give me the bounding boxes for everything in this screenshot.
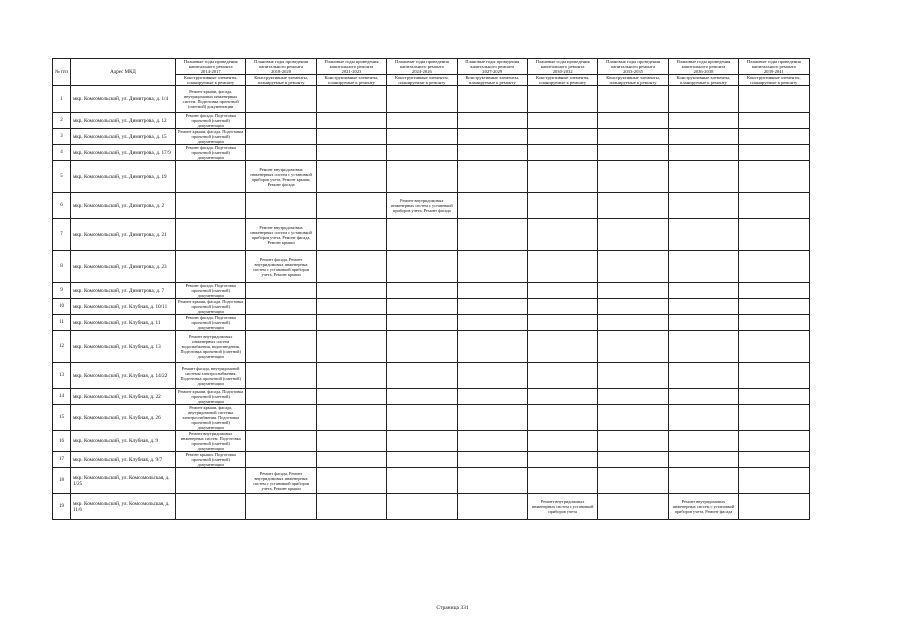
row-address: мкр. Комсомольский, ул. Комсомольская, д. 11/6 [71,494,176,520]
repair-work-cell [739,331,809,363]
repair-work-cell [457,161,527,193]
row-address: мкр. Комсомольский, ул. Димитрова, д. 21 [71,219,176,251]
repair-work-cell [246,283,316,299]
table-row [53,431,810,452]
header-period [176,59,246,75]
repair-work-cell [668,468,738,494]
row-address: мкр. Комсомольский, ул. Клубная, д. 9 [71,431,176,452]
repair-work-cell [457,315,527,331]
repair-work-cell [527,129,597,145]
repair-work-cell [316,145,386,161]
repair-work-cell [598,405,668,431]
repair-work-cell [668,299,738,315]
table-row [53,389,810,405]
table-row [53,193,810,219]
repair-work-cell [316,315,386,331]
repair-work-cell [668,145,738,161]
repair-work-cell [457,219,527,251]
repair-work-cell [527,431,597,452]
repair-work-cell [527,161,597,193]
repair-work-cell [457,405,527,431]
header-period-years: 2036-2038 [693,69,714,74]
repair-work-cell: Ремонт внутридомовых инженерных систем. Подготовка проектной (сметной) документации [176,431,246,452]
repair-work-cell [387,389,457,405]
repair-work-cell [246,86,316,113]
repair-work-cell: Ремонт крыши, фасада, внутридомовых инженерных систем. Подготовка проектной (сметной) документации [176,86,246,113]
header-period-title: Плановые годы проведения капитального ремонта [465,59,520,69]
repair-work-cell [739,363,809,389]
row-number: 13 [53,363,71,389]
repair-work-cell [246,129,316,145]
repair-work-cell [387,129,457,145]
repair-work-cell [668,251,738,283]
row-address: мкр. Комсомольский, ул. Комсомольская, д. 1/25 [71,468,176,494]
repair-work-cell [598,193,668,219]
row-address: мкр. Комсомольский, ул. Димитрова, д. 7 [71,283,176,299]
repair-work-cell [176,193,246,219]
repair-work-cell [387,363,457,389]
repair-schedule-table [52,58,810,520]
row-number: 8 [53,251,71,283]
row-address: мкр. Комсомольский, ул. Клубная, д. 9/7 [71,452,176,468]
repair-work-cell [316,283,386,299]
repair-work-cell [246,193,316,219]
repair-work-cell [176,494,246,520]
repair-work-cell [457,331,527,363]
repair-work-cell [668,405,738,431]
repair-work-cell [598,219,668,251]
repair-work-cell [527,315,597,331]
row-address: мкр. Комсомольский, ул. Клубная, д. 14/22 [71,363,176,389]
repair-work-cell [598,494,668,520]
header-period-years: 2014-2017 [200,69,221,74]
table-row [53,468,810,494]
repair-work-cell [527,145,597,161]
row-number: 3 [53,129,71,145]
header-period-title: Плановые годы проведения капитального ремонта [254,59,309,69]
repair-work-cell: Ремонт внутридомовых инженерных систем с установкой приборов учета, Ремонт фасада, Ремонт крыши [246,219,316,251]
repair-work-cell [598,452,668,468]
repair-work-cell [316,363,386,389]
repair-work-cell [739,299,809,315]
row-address: мкр. Комсомольский, ул. Клубная, д. 22 [71,389,176,405]
repair-work-cell [457,251,527,283]
row-number: 16 [53,431,71,452]
header-period [527,59,597,75]
repair-work-cell: Ремонт фасада. Подготовка проектной (сметной) документации [176,283,246,299]
repair-work-cell [316,389,386,405]
repair-work-cell [598,431,668,452]
table-row [53,219,810,251]
repair-work-cell [387,251,457,283]
table-row [53,452,810,468]
table-row [53,283,810,299]
repair-work-cell [316,113,386,129]
repair-work-cell [316,468,386,494]
repair-work-cell [387,405,457,431]
repair-work-cell [176,468,246,494]
repair-work-cell [316,331,386,363]
repair-work-cell [668,331,738,363]
row-number: 2 [53,113,71,129]
repair-work-cell [668,452,738,468]
repair-work-cell [246,299,316,315]
repair-work-cell [457,494,527,520]
repair-work-cell: Ремонт крыши, фасада. Подготовка проектной (сметной) документации [176,129,246,145]
header-period-years: 2039-2041 [763,69,784,74]
table-row [53,494,810,520]
repair-work-cell [527,389,597,405]
header-period-years: 2030-2032 [552,69,573,74]
repair-work-cell [739,389,809,405]
repair-work-cell [316,129,386,145]
repair-work-cell [246,405,316,431]
row-number: 9 [53,283,71,299]
repair-work-cell: Ремонт фасада, внутридомовой системы электроснабжения. Подготовка проектной (сметной) документации [176,363,246,389]
header-address: Адрес МКД [71,59,176,86]
repair-work-cell [316,405,386,431]
header-period-subtitle: Конструктивные элементы, планируемые к ремонту [527,75,597,86]
header-period-subtitle: Конструктивные элементы, планируемые к ремонту [176,75,246,86]
repair-work-cell [598,129,668,145]
header-row-titles [53,59,810,75]
header-num: № п/п [53,59,71,86]
repair-work-cell: Ремонт фасада. Подготовка проектной (сметной) документации [176,145,246,161]
repair-work-cell [739,129,809,145]
repair-work-cell [598,113,668,129]
repair-work-cell [739,405,809,431]
table-row [53,363,810,389]
header-period-title: Плановые годы проведения капитального ремонта [676,59,731,69]
header-period [668,59,738,75]
repair-work-cell [527,331,597,363]
repair-work-cell [527,363,597,389]
row-number: 19 [53,494,71,520]
header-period-subtitle: Конструктивные элементы, планируемые к ремонту [598,75,668,86]
repair-work-cell [598,86,668,113]
row-address: мкр. Комсомольский, ул. Клубная, д. 11 [71,315,176,331]
repair-work-cell [739,86,809,113]
repair-work-cell [246,315,316,331]
row-number: 6 [53,193,71,219]
repair-work-cell [387,452,457,468]
row-number: 18 [53,468,71,494]
row-number: 4 [53,145,71,161]
repair-work-cell [387,86,457,113]
repair-work-cell [598,283,668,299]
table-row [53,315,810,331]
repair-work-cell: Ремонт крыши. Подготовка проектной (сметной) документации [176,452,246,468]
repair-work-cell [668,161,738,193]
repair-work-cell [598,299,668,315]
repair-work-cell [598,389,668,405]
repair-work-cell [316,219,386,251]
repair-work-cell [246,331,316,363]
page-number: Страница 331 [436,605,469,611]
header-period-subtitle: Конструктивные элементы, планируемые к ремонту [457,75,527,86]
repair-work-cell [316,494,386,520]
repair-work-cell [527,193,597,219]
repair-work-cell [668,219,738,251]
table-row [53,331,810,363]
header-period [246,59,316,75]
repair-work-cell [598,331,668,363]
header-period-title: Плановые годы проведения капитального ремонта [606,59,660,69]
repair-work-cell [316,86,386,113]
header-period-subtitle: Конструктивные элементы, планируемые к ремонту [246,75,316,86]
repair-work-cell: Ремонт фасада, Ремонт внутридомовых инженерных систем с установкой приборов учета, Ремонт крыши [246,468,316,494]
row-number: 10 [53,299,71,315]
repair-work-cell [457,468,527,494]
header-period-years: 2024-2026 [411,69,432,74]
repair-work-cell [527,86,597,113]
repair-work-cell [246,431,316,452]
repair-work-cell [527,113,597,129]
repair-work-cell [457,299,527,315]
row-address: мкр. Комсомольский, ул. Клубная, д. 13 [71,331,176,363]
repair-work-cell [668,86,738,113]
repair-work-cell [387,145,457,161]
repair-work-cell: Ремонт внутридомовых инженерных систем с установкой приборов учета, Ремонт фасада [668,494,738,520]
row-address: мкр. Комсомольский, ул. Димитрова, д. 23 [71,251,176,283]
header-period-years: 2018-2020 [271,69,292,74]
repair-work-cell [387,431,457,452]
repair-work-cell [387,494,457,520]
repair-work-cell [316,299,386,315]
repair-work-cell [739,494,809,520]
repair-work-cell [316,452,386,468]
repair-work-cell [739,193,809,219]
header-period-subtitle: Конструктивные элементы, планируемые к ремонту [668,75,738,86]
repair-work-cell [457,129,527,145]
row-number: 7 [53,219,71,251]
repair-work-cell [739,113,809,129]
table-header [53,59,810,86]
table-row [53,145,810,161]
repair-work-cell [527,452,597,468]
repair-work-cell [387,283,457,299]
repair-work-cell [387,315,457,331]
header-period-title: Плановые годы проведения капитального ремонта [324,59,379,69]
repair-work-cell [246,363,316,389]
repair-work-cell [316,161,386,193]
repair-work-cell [668,431,738,452]
table-row [53,161,810,193]
repair-work-cell [739,431,809,452]
row-number: 17 [53,452,71,468]
repair-work-cell [246,452,316,468]
repair-work-cell [598,161,668,193]
repair-work-cell [668,315,738,331]
repair-work-cell [739,315,809,331]
repair-work-cell [246,389,316,405]
header-period-subtitle: Конструктивные элементы, планируемые к ремонту [739,75,809,86]
repair-work-cell [739,452,809,468]
repair-work-cell: Ремонт фасада. Подготовка проектной (сметной) документации [176,315,246,331]
repair-work-cell [739,283,809,299]
repair-work-cell [668,389,738,405]
repair-work-cell [176,219,246,251]
row-address: мкр. Комсомольский, ул. Димитрова, д. 1/4 [71,86,176,113]
header-period-years: 2027-2029 [482,69,503,74]
header-period-subtitle: Конструктивные элементы, планируемые к ремонту [387,75,457,86]
repair-work-cell [598,315,668,331]
repair-work-cell: Ремонт крыши, фасада. Подготовка проектной (сметной) документации [176,389,246,405]
repair-work-cell: Ремонт крыши, фасада, внутридомовой системы электроснабжения. Подготовка проектной (сметной) документации [176,405,246,431]
repair-work-cell [246,494,316,520]
repair-work-cell [739,251,809,283]
repair-work-cell [527,468,597,494]
repair-work-cell [246,113,316,129]
row-number: 14 [53,389,71,405]
repair-work-cell [316,431,386,452]
repair-work-cell [387,113,457,129]
repair-work-cell [739,161,809,193]
repair-work-cell [457,452,527,468]
repair-work-cell [739,145,809,161]
repair-work-cell [457,363,527,389]
table-row [53,251,810,283]
header-period-years: 2021-2023 [341,69,362,74]
row-number: 5 [53,161,71,193]
repair-work-cell [457,193,527,219]
header-period [387,59,457,75]
repair-work-cell [668,129,738,145]
row-address: мкр. Комсомольский, ул. Димитрова, д. 15 [71,129,176,145]
repair-work-cell [739,468,809,494]
repair-work-cell: Ремонт внутридомовых инженерных систем водоснабжения, водоотведения. Подготовка проектной (сметной) документации [176,331,246,363]
repair-work-cell [387,299,457,315]
repair-work-cell: Ремонт крыши, фасада. Подготовка проектной (сметной) документации [176,299,246,315]
repair-work-cell [457,431,527,452]
table-body [53,86,810,520]
row-address: мкр. Комсомольский, ул. Клубная, д. 26 [71,405,176,431]
header-period-subtitle: Конструктивные элементы, планируемые к ремонту [316,75,386,86]
repair-work-cell [668,363,738,389]
repair-work-cell: Ремонт внутридомовых инженерных систем с установкой приборов учета [527,494,597,520]
header-period [316,59,386,75]
table-row [53,86,810,113]
repair-work-cell: Ремонт внутридомовых инженерных систем с установкой приборов учета, Ремонт крыши, Ремонт фасада [246,161,316,193]
repair-work-cell [387,219,457,251]
row-number: 11 [53,315,71,331]
repair-work-cell [668,283,738,299]
repair-work-cell [457,389,527,405]
repair-work-cell [527,299,597,315]
repair-work-cell [598,363,668,389]
row-address: мкр. Комсомольский, ул. Димитрова, д. 19 [71,161,176,193]
repair-work-cell [668,113,738,129]
repair-work-cell [527,251,597,283]
table-row [53,299,810,315]
repair-work-cell [246,145,316,161]
header-period-years: 2033-2035 [623,69,643,74]
repair-work-cell [457,86,527,113]
header-period-title: Плановые годы проведения капитального ремонта [746,59,801,69]
repair-work-cell [316,251,386,283]
repair-work-cell: Ремонт фасада. Подготовка проектной (сметной) документации [176,113,246,129]
row-number: 1 [53,86,71,113]
repair-work-cell [527,283,597,299]
repair-work-cell: Ремонт внутридомовых инженерных систем с установкой приборов учета, Ремонт фасада [387,193,457,219]
repair-work-cell: Ремонт фасада, Ремонт внутридомовых инженерных систем с установкой приборов учета, Ремонт крыши [246,251,316,283]
row-number: 12 [53,331,71,363]
row-address: мкр. Комсомольский, ул. Клубная, д. 10/11 [71,299,176,315]
repair-work-cell [598,251,668,283]
repair-work-cell [387,161,457,193]
table-row [53,113,810,129]
row-number: 15 [53,405,71,431]
repair-work-cell [527,405,597,431]
table-row [53,129,810,145]
row-address: мкр. Комсомольский, ул. Димитрова, д. 2 [71,193,176,219]
repair-work-cell [387,331,457,363]
repair-work-cell [457,283,527,299]
repair-work-cell [316,193,386,219]
row-address: мкр. Комсомольский, ул. Димитрова, д. 17/9 [71,145,176,161]
repair-work-cell [527,219,597,251]
repair-work-cell [598,145,668,161]
repair-work-cell [176,161,246,193]
row-address: мкр. Комсомольский, ул. Димитрова, д. 12 [71,113,176,129]
repair-work-cell [598,468,668,494]
header-period [598,59,668,75]
repair-work-cell [176,251,246,283]
header-period-title: Плановые годы проведения капитального ремонта [394,59,449,69]
repair-work-cell [739,219,809,251]
header-period-title: Плановые годы проведения капитального ремонта [183,59,238,69]
repair-work-cell [668,193,738,219]
header-period [457,59,527,75]
repair-work-cell [457,145,527,161]
table-row [53,405,810,431]
header-period-title: Плановые годы проведения капитального ремонта [535,59,590,69]
header-period [739,59,809,75]
repair-work-cell [457,113,527,129]
repair-work-cell [387,468,457,494]
